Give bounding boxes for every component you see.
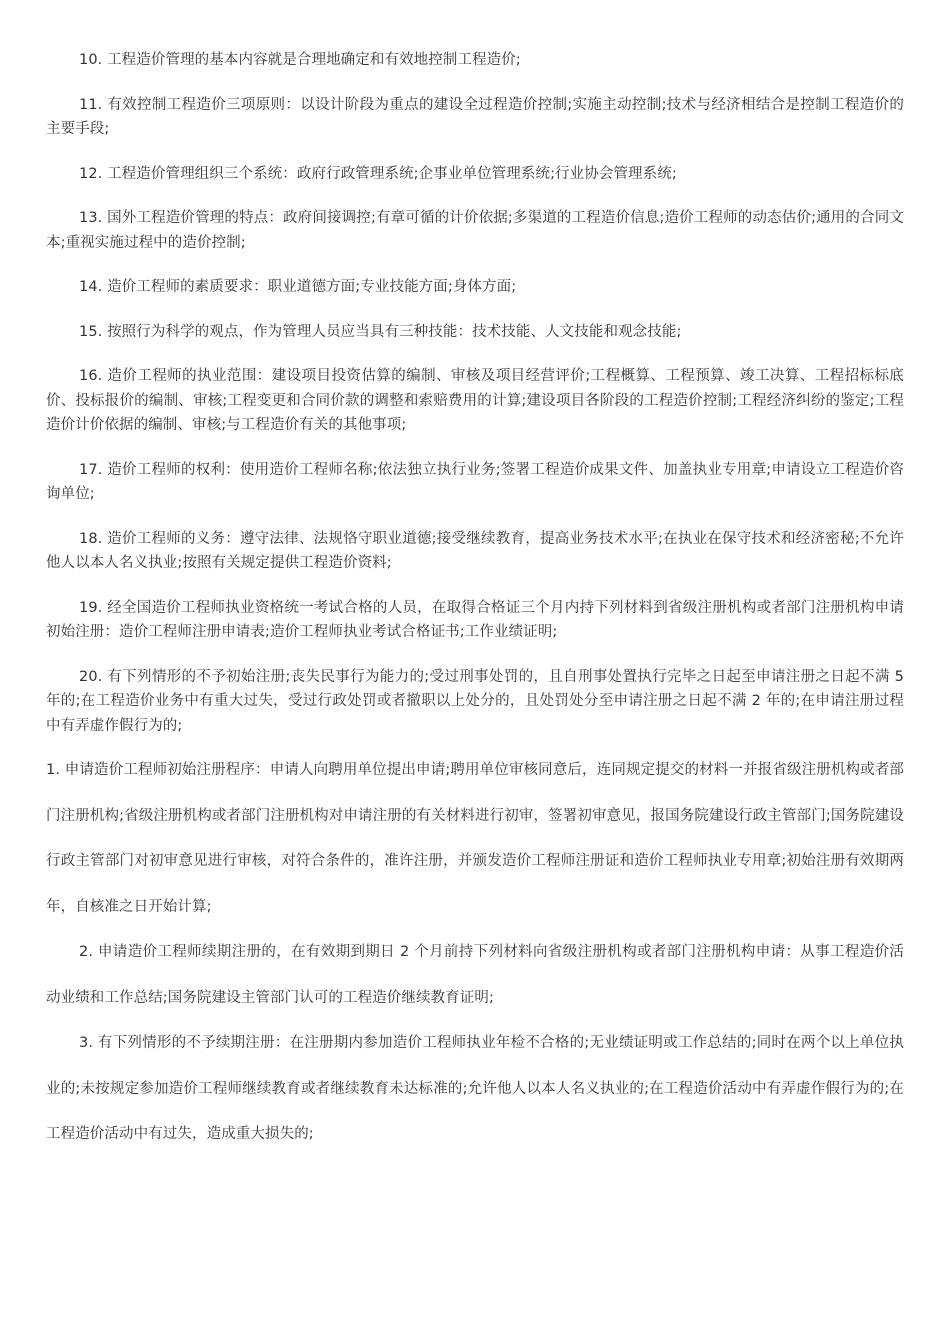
paragraph-item-15 — [46, 320, 904, 345]
item-number: 10. — [79, 52, 103, 68]
paragraph-renewal-registration — [46, 930, 904, 1021]
paragraph-registration-procedure — [46, 748, 904, 930]
paragraph-item-12 — [46, 162, 904, 187]
item-text: 有下列情形的不予初始注册;丧失民事行为能力的;受过刑事处罚的，且自刑事处置执行完毕之日起至申请注册之日起不满 5 年的;在工程造价业务中有重大过失，受过行政处罚或者撤职以上处分的，且处罚处分至申请注册之日起不满 2 年的;在申请注册过程中有弄虚作假行为的; — [46, 668, 904, 734]
item-text: 申请造价工程师初始注册程序：申请人向聘用单位提出申请;聘用单位审核同意后，连同规定提交的材料一并报省级注册机构或者部门注册机构;省级注册机构或者部门注册机构对申请注册的有关材料进行初审，签署初审意见，报国务院建设行政主管部门;国务院建设行政主管部门对初审意见进行审核，对符合条件的，准许注册，并颁发造价工程师注册证和造价工程师执业专用章;初始注册有效期两年，自核准之日开始计算; — [46, 762, 904, 915]
paragraph-item-14 — [46, 275, 904, 300]
paragraph-item-19 — [46, 596, 904, 645]
item-text: 工程造价管理组织三个系统：政府行政管理系统;企事业单位管理系统;行业协会管理系统; — [102, 165, 677, 182]
item-text: 有下列情形的不予续期注册：在注册期内参加造价工程师执业年检不合格的;无业绩证明或工作总结的;同时在两个以上单位执业的;未按规定参加造价工程师继续教育或者继续教育未达标准的;允许他人以本人名义执业的;在工程造价活动中有弄虚作假行为的;在工程造价活动中有过失，造成重大损失的; — [46, 1035, 904, 1142]
paragraph-item-16 — [46, 364, 904, 438]
item-text: 申请造价工程师续期注册的，在有效期到期日 2 个月前持下列材料向省级注册机构或者部门注册机构申请：从事工程造价活动业绩和工作总结;国务院建设主管部门认可的工程造价继续教育证明; — [46, 944, 904, 1006]
item-text: 造价工程师的执业范围：建设项目投资估算的编制、审核及项目经营评价;工程概算、工程预算、竣工决算、工程招标标底价、投标报价的编制、审核;工程变更和合同价款的调整和索赔费用的计算;建设项目各阶段的工程造价控制;工程经济纠纷的鉴定;工程造价计价依据的编制、审核;与工程造价有关的其他事项; — [46, 368, 904, 433]
item-text: 造价工程师的素质要求：职业道德方面;专业技能方面;身体方面; — [102, 279, 517, 295]
paragraph-item-13 — [46, 206, 904, 255]
item-number: 12. — [79, 165, 103, 182]
item-number: 1. — [46, 762, 61, 778]
document-body — [46, 48, 904, 1158]
item-number: 20. — [79, 668, 103, 685]
item-number: 16. — [79, 368, 103, 384]
item-text: 工程造价管理的基本内容就是合理地确定和有效地控制工程造价; — [102, 52, 521, 68]
item-text: 造价工程师的义务：遵守法律、法规恪守职业道德;接受继续教育，提高业务技术水平;在执业在保守技术和经济密秘;不允许他人以本人名义执业;按照有关规定提供工程造价资料; — [46, 530, 904, 571]
paragraph-item-20 — [46, 665, 904, 739]
item-text: 造价工程师的权利：使用造价工程师名称;依法独立执行业务;签署工程造价成果文件、加盖执业专用章;申请设立工程造价咨询单位; — [46, 461, 904, 502]
paragraph-renewal-refusal — [46, 1021, 904, 1158]
item-number: 13. — [79, 210, 103, 226]
item-number: 15. — [79, 323, 103, 340]
item-text: 按照行为科学的观点，作为管理人员应当具有三种技能：技术技能、人文技能和观念技能; — [102, 323, 682, 340]
item-number: 11. — [79, 96, 103, 113]
paragraph-item-17 — [46, 458, 904, 507]
item-number: 17. — [79, 461, 103, 478]
paragraph-item-11 — [46, 93, 904, 142]
item-number: 18. — [79, 530, 103, 547]
item-text: 经全国造价工程师执业资格统一考试合格的人员，在取得合格证三个月内持下列材料到省级注册机构或者部门注册机构申请初始注册：造价工程师注册申请表;造价工程师执业考试合格证书;工作业绩证明; — [46, 599, 904, 640]
paragraph-item-18 — [46, 527, 904, 576]
item-number: 19. — [79, 599, 103, 616]
paragraph-item-10 — [46, 48, 904, 73]
item-number: 14. — [79, 279, 103, 295]
item-number: 3. — [79, 1035, 94, 1051]
item-text: 国外工程造价管理的特点：政府间接调控;有章可循的计价依据;多渠道的工程造价信息;造价工程师的动态估价;通用的合同文本;重视实施过程中的造价控制; — [46, 210, 904, 251]
item-text: 有效控制工程造价三项原则：以设计阶段为重点的建设全过程造价控制;实施主动控制;技术与经济相结合是控制工程造价的主要手段; — [46, 96, 904, 137]
item-number: 2. — [79, 944, 94, 960]
